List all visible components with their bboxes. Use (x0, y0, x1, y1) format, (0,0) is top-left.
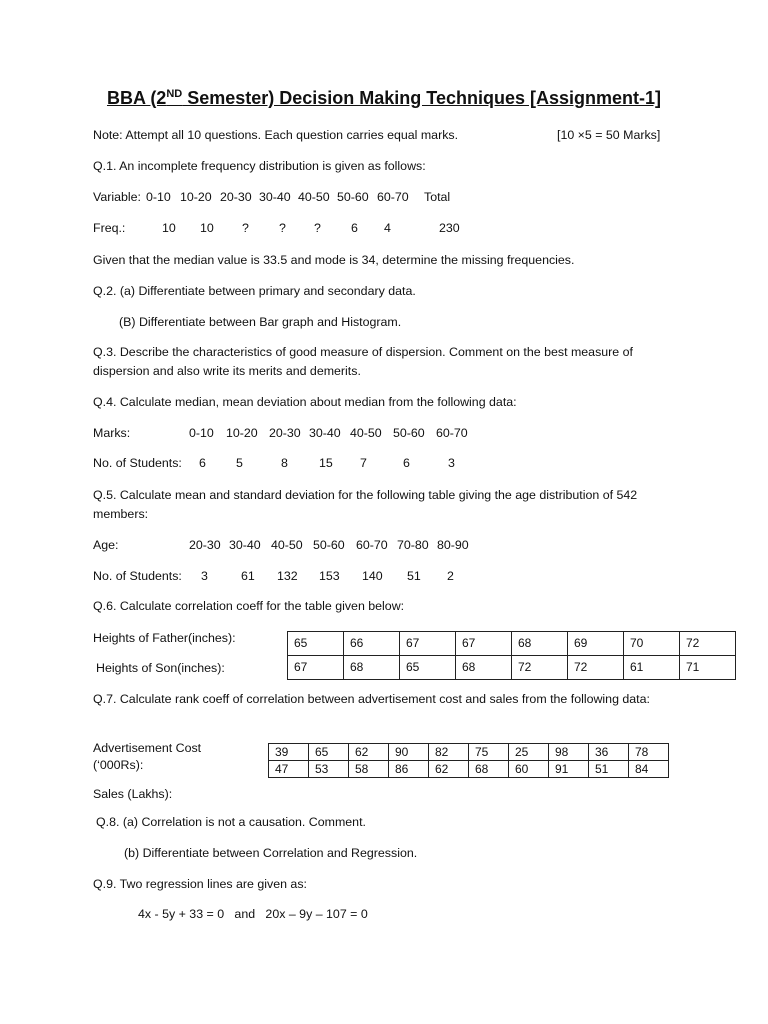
q1-freq: ? (314, 221, 321, 235)
q8-a: Q.8. (a) Correlation is not a causation. Comment. (96, 815, 366, 829)
table-cell: 91 (549, 761, 589, 778)
page-title: BBA (2ND Semester) Decision Making Techniques [Assignment-1] (106, 88, 661, 108)
table-cell: 53 (309, 761, 349, 778)
q5-age: 70-80 (397, 538, 429, 552)
q4-student: 6 (403, 456, 410, 470)
q4-students-label: No. of Students: (93, 456, 182, 470)
table-cell: 72 (512, 656, 568, 680)
table-cell: 47 (269, 761, 309, 778)
q4-mark: 60-70 (436, 426, 468, 440)
q1-freq: 230 (439, 221, 460, 235)
table-cell: 84 (629, 761, 669, 778)
q9-heading: Q.9. Two regression lines are given as: (93, 877, 307, 891)
note-marks: [10 ×5 = 50 Marks] (557, 128, 661, 142)
q1-freq: 6 (351, 221, 358, 235)
q5-student: 2 (447, 569, 454, 583)
table-cell: 98 (549, 744, 589, 761)
q1-freq: 4 (384, 221, 391, 235)
table-cell: 90 (389, 744, 429, 761)
table-cell: 72 (568, 656, 624, 680)
q8-b: (b) Differentiate between Correlation and Regression. (124, 846, 418, 860)
q5-student: 132 (277, 569, 298, 583)
q5-student: 51 (407, 569, 421, 583)
q4-student: 8 (281, 456, 288, 470)
q4-mark: 0-10 (189, 426, 214, 440)
table-cell: 65 (400, 656, 456, 680)
table-cell: 62 (429, 761, 469, 778)
q4-mark: 40-50 (350, 426, 382, 440)
q1-variable: 40-50 (298, 190, 330, 204)
q2-a: Q.2. (a) Differentiate between primary and secondary data. (93, 284, 416, 298)
table-cell: 25 (509, 744, 549, 761)
table-row (269, 761, 669, 778)
q5-age: 80-90 (437, 538, 469, 552)
q1-freq: ? (242, 221, 249, 235)
q5-student: 153 (319, 569, 340, 583)
table-cell: 65 (309, 744, 349, 761)
table-cell: 78 (629, 744, 669, 761)
q1-variable: 30-40 (259, 190, 291, 204)
note-text: Note: Attempt all 10 questions. Each question carries equal marks. (93, 128, 459, 142)
table-cell: 68 (456, 656, 512, 680)
q4-student: 7 (360, 456, 367, 470)
q5-age: 20-30 (189, 538, 221, 552)
q7-sales-label: Sales (Lakhs): (93, 787, 173, 801)
q5-age: 60-70 (356, 538, 388, 552)
q5-students-label: No. of Students: (93, 569, 182, 583)
q4-student: 3 (448, 456, 455, 470)
table-cell: 82 (429, 744, 469, 761)
table-cell: 51 (589, 761, 629, 778)
q1-variable: 10-20 (180, 190, 212, 204)
q1-variable-label: Variable: (93, 190, 141, 204)
table-cell: 86 (389, 761, 429, 778)
table-row (288, 656, 736, 680)
table-cell: 58 (349, 761, 389, 778)
table-cell: 68 (344, 656, 400, 680)
table-cell: 67 (288, 656, 344, 680)
q6-heading: Q.6. Calculate correlation coeff for the table given below: (93, 599, 405, 613)
table-cell: 72 (680, 632, 736, 656)
table-cell: 67 (456, 632, 512, 656)
q4-mark: 20-30 (269, 426, 301, 440)
table-cell: 71 (680, 656, 736, 680)
q3-text: Q.3. Describe the characteristics of good measure of dispersion. Comment on the best measure of dispersion and also write its merits and demerits. (93, 345, 633, 378)
q1-heading: Q.1. An incomplete frequency distribution is given as follows: (93, 159, 426, 173)
table-cell: 70 (624, 632, 680, 656)
q1-variable: 60-70 (377, 190, 409, 204)
q4-student: 6 (199, 456, 206, 470)
table-cell: 39 (269, 744, 309, 761)
q5-student: 3 (201, 569, 208, 583)
table-cell: 67 (400, 632, 456, 656)
table-cell: 62 (349, 744, 389, 761)
table-cell: 61 (624, 656, 680, 680)
q5-student: 61 (241, 569, 255, 583)
q7-rank-table (268, 743, 669, 778)
q4-student: 15 (319, 456, 333, 470)
q1-variable: 20-30 (220, 190, 252, 204)
q4-mark: 30-40 (309, 426, 341, 440)
q6-son-label: Heights of Son(inches): (96, 661, 225, 675)
q1-variable: Total (424, 190, 451, 204)
table-cell: 68 (469, 761, 509, 778)
q9-equations: 4x - 5y + 33 = 0 and 20x – 9y – 107 = 0 (138, 907, 368, 921)
q4-marks-label: Marks: (93, 426, 131, 440)
table-cell: 36 (589, 744, 629, 761)
q1-freq: 10 (162, 221, 176, 235)
q7-adv-label-unit: (‘000Rs): (93, 758, 144, 772)
table-cell: 68 (512, 632, 568, 656)
q1-freq-label: Freq.: (93, 221, 126, 235)
q7-adv-label: Advertisement Cost (93, 741, 202, 755)
q1-variable: 50-60 (337, 190, 369, 204)
table-row (269, 744, 669, 761)
table-cell: 65 (288, 632, 344, 656)
q5-age-label: Age: (93, 538, 119, 552)
q6-father-label: Heights of Father(inches): (93, 631, 236, 645)
table-cell: 75 (469, 744, 509, 761)
q2-b: (B) Differentiate between Bar graph and Histogram. (119, 315, 402, 329)
q1-freq: 10 (200, 221, 214, 235)
q6-heights-table (287, 631, 736, 680)
q1-freq: ? (279, 221, 286, 235)
q1-variable: 0-10 (146, 190, 171, 204)
q5-student: 140 (362, 569, 383, 583)
q4-heading: Q.4. Calculate median, mean deviation about median from the following data: (93, 395, 517, 409)
q1-footer: Given that the median value is 33.5 and mode is 34, determine the missing frequencies. (93, 253, 575, 267)
table-cell: 69 (568, 632, 624, 656)
table-row (288, 632, 736, 656)
q5-heading: Q.5. Calculate mean and standard deviation for the following table giving the age distribution of 542 members: (93, 488, 638, 521)
q5-age: 30-40 (229, 538, 261, 552)
table-cell: 66 (344, 632, 400, 656)
q4-mark: 50-60 (393, 426, 425, 440)
q4-student: 5 (236, 456, 243, 470)
table-cell: 60 (509, 761, 549, 778)
q5-age: 40-50 (271, 538, 303, 552)
q5-age: 50-60 (313, 538, 345, 552)
q7-heading: Q.7. Calculate rank coeff of correlation between advertisement cost and sales from the following data: (93, 692, 650, 706)
q4-mark: 10-20 (226, 426, 258, 440)
